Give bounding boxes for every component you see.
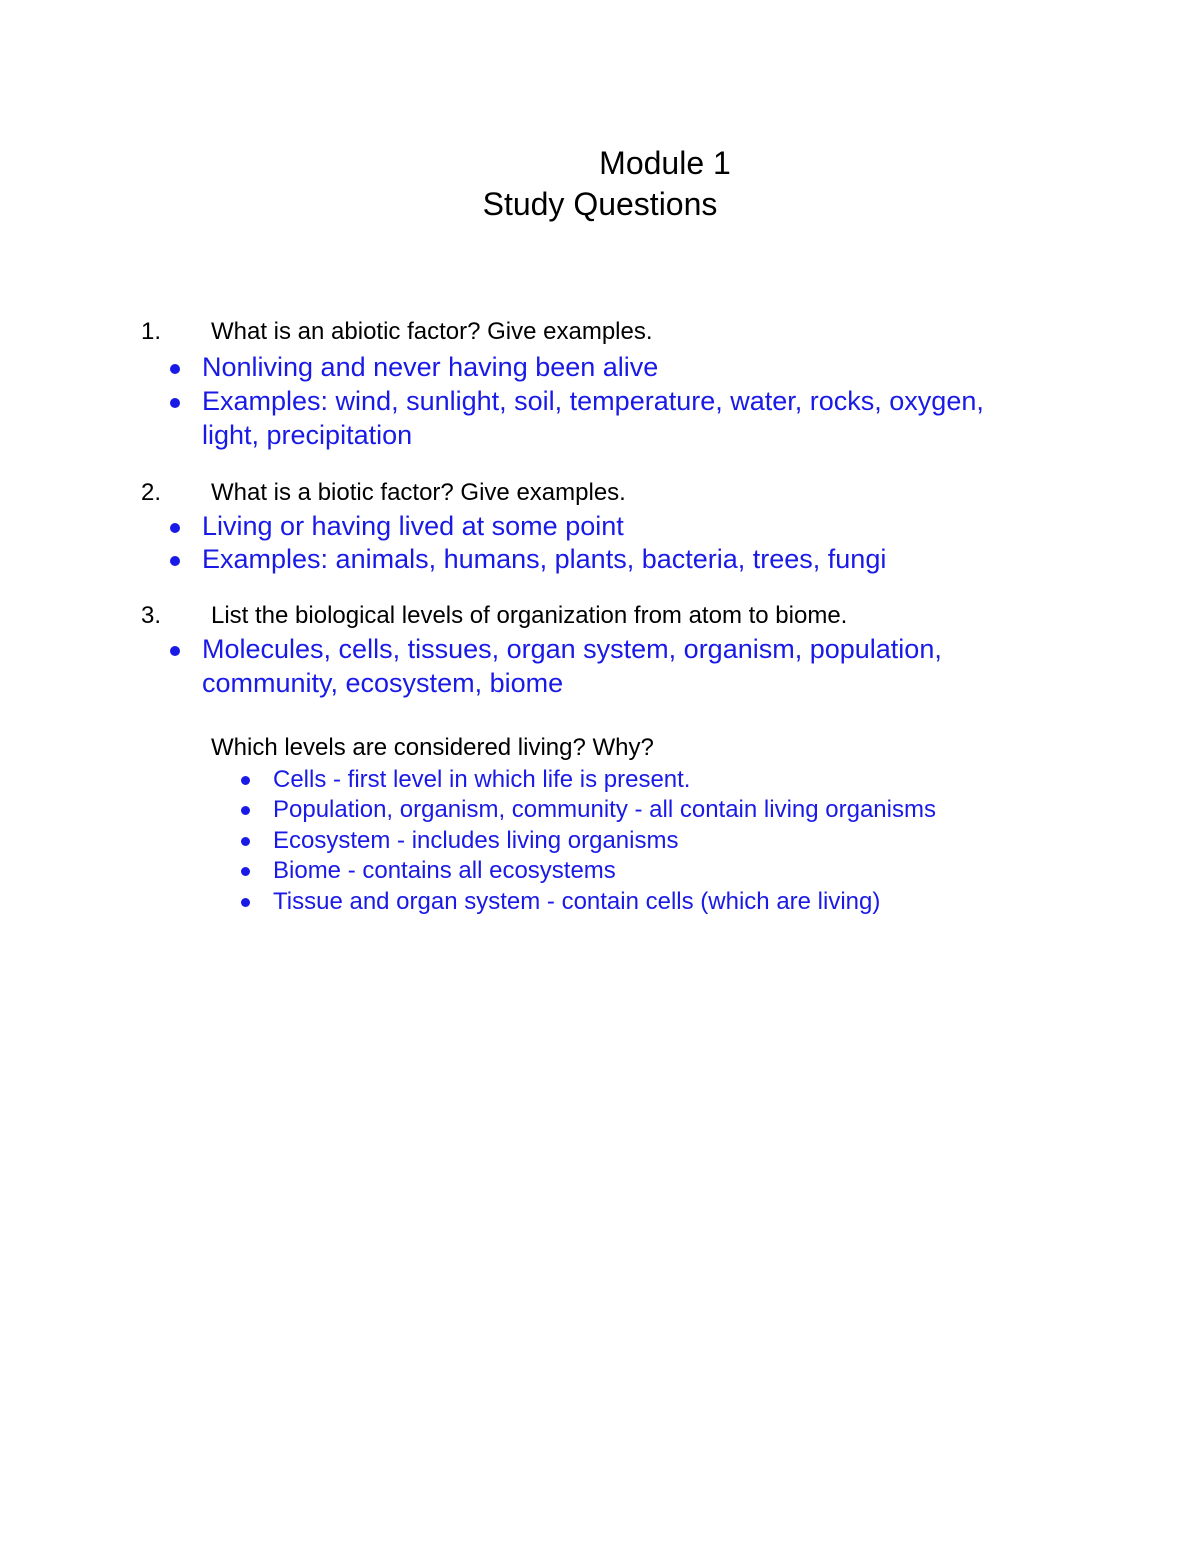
followup-text: Which levels are considered living? Why? [211,734,654,761]
question-text: List the biological levels of organization from atom to biome. [211,602,848,629]
followup-answer: Tissue and organ system - contain cells (which are living) [273,888,881,915]
bullet-icon [241,806,250,815]
bullet-icon [170,523,180,533]
question-number: 3. [141,602,162,629]
bullet-icon [170,398,180,408]
followup-answer: Ecosystem - includes living organisms [273,827,679,854]
question-text: What is an abiotic factor? Give examples. [211,318,653,345]
answer-item-continuation: light, precipitation [202,420,413,450]
question-text: What is a biotic factor? Give examples. [211,479,626,506]
page-title: Module 1 [599,145,731,181]
bullet-icon [241,837,250,846]
answer-item: Examples: wind, sunlight, soil, temperature, water, rocks, oxygen, [202,386,984,416]
bullet-icon [241,867,250,876]
question-number: 2. [141,479,162,506]
answer-item: Examples: animals, humans, plants, bacteria, trees, fungi [202,544,887,574]
followup-answer: Biome - contains all ecosystems [273,857,616,884]
page-subtitle: Study Questions [482,186,718,222]
answer-item: Molecules, cells, tissues, organ system, organism, population, [202,634,942,664]
followup-answer: Population, organism, community - all contain living organisms [273,796,936,823]
question-number: 1. [141,318,162,345]
bullet-icon [170,646,180,656]
answer-item: Living or having lived at some point [202,511,624,541]
answer-item-continuation: community, ecosystem, biome [202,668,564,698]
bullet-icon [241,776,250,785]
bullet-icon [170,364,180,374]
answer-item: Nonliving and never having been alive [202,352,659,382]
bullet-icon [170,556,180,566]
followup-answer: Cells - first level in which life is present. [273,766,691,793]
bullet-icon [241,898,250,907]
